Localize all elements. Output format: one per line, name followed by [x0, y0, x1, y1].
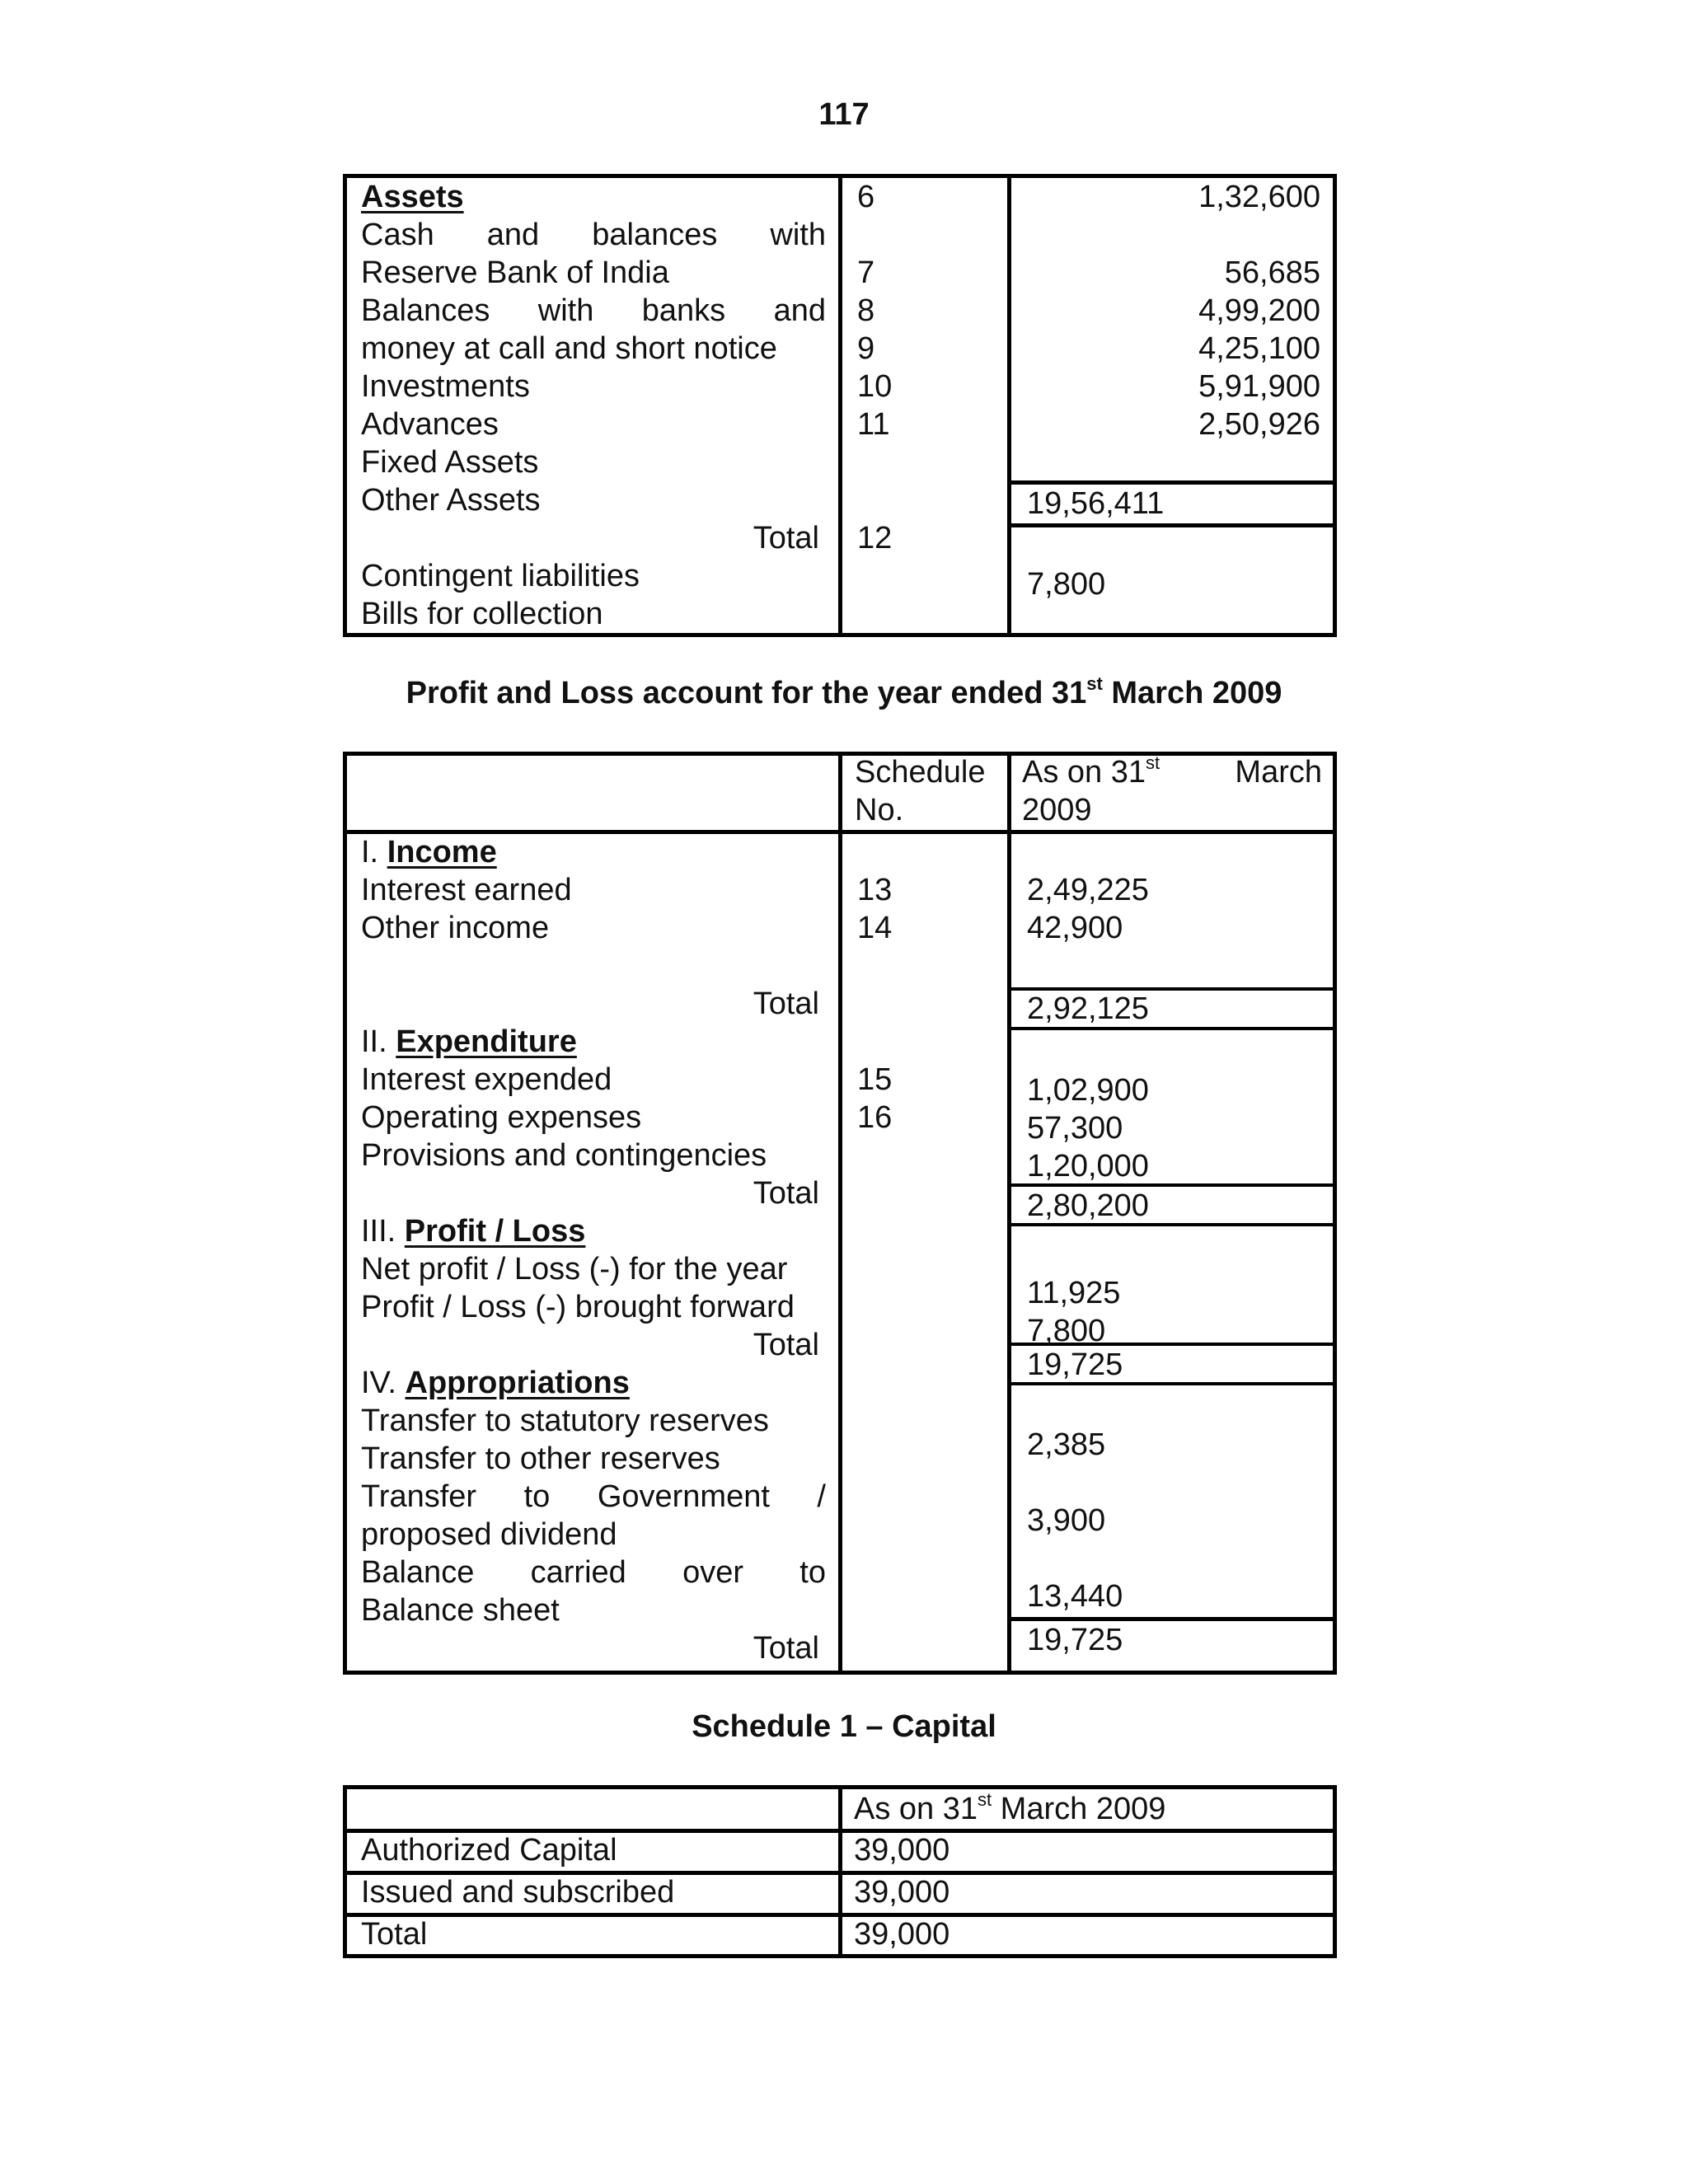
assets-schedule-no: 7 [857, 255, 875, 290]
appropriations-item: proposed dividend [361, 1517, 617, 1552]
income-schedule-no: 13 [857, 873, 893, 907]
schedule1-row-label: Authorized Capital [361, 1833, 617, 1868]
assets-row-label: Fixed Assets [361, 445, 539, 480]
schedule1-header [854, 1790, 1165, 1828]
assets-schedule-no: 11 [857, 407, 890, 442]
schedule-no-header: Schedule No. [855, 755, 986, 827]
as-on-prefix: As on 31 [1022, 755, 1146, 790]
assets-amount: 1,32,600 [1198, 180, 1320, 214]
appropriations-heading [361, 1364, 630, 1402]
appropriations-total-amount: 19,725 [1027, 1623, 1123, 1657]
assets-amount: 56,685 [1224, 255, 1320, 290]
income-amount: 42,900 [1027, 911, 1123, 945]
income-total-amount: 2,92,125 [1027, 991, 1149, 1026]
as-on-month: March [1235, 755, 1322, 790]
assets-row-label: Reserve Bank of India [361, 255, 669, 290]
income-heading-text: Income [387, 835, 497, 869]
appropriations-heading-text: Appropriations [405, 1366, 630, 1400]
assets-row-label: money at call and short notice [361, 331, 777, 366]
assets-amount: 2,50,926 [1198, 407, 1320, 442]
profit-loss-total-label: Total [753, 1328, 819, 1362]
income-heading [361, 833, 497, 871]
expenditure-item: Provisions and contingencies [361, 1138, 767, 1173]
income-schedule-no: 14 [857, 911, 893, 945]
expenditure-schedule-no: 16 [857, 1100, 893, 1135]
income-total-label: Total [753, 987, 819, 1021]
profit-loss-item: Profit / Loss (-) brought forward [361, 1290, 795, 1324]
assets-schedule-no: 8 [857, 293, 875, 328]
assets-heading: Assets [361, 180, 464, 214]
profit-loss-heading-text: Profit / Loss [404, 1214, 586, 1249]
as-on-sup: st [1146, 752, 1160, 773]
bills-for-collection-label: Bills for collection [361, 597, 603, 631]
as-on-year: 2009 [1022, 793, 1092, 827]
schedule1-header-prefix: As on 31 [854, 1792, 978, 1826]
assets-row-label: Other Assets [361, 483, 541, 518]
appropriations-item: Transfer to Government / [361, 1479, 826, 1514]
expenditure-heading-text: Expenditure [396, 1024, 577, 1059]
appropriations-item: Transfer to statutory reserves [361, 1404, 769, 1438]
pl-title [0, 673, 1688, 711]
expenditure-numeral: II. [361, 1024, 396, 1059]
appropriations-item: Balance carried over to [361, 1555, 826, 1590]
schedule1-row-value: 39,000 [854, 1917, 950, 1952]
profit-loss-amount: 7,800 [1027, 1314, 1106, 1348]
assets-amount: 4,25,100 [1198, 331, 1320, 366]
assets-row-label: Advances [361, 407, 499, 442]
contingent-liabilities-label: Contingent liabilities [361, 559, 640, 593]
assets-total-amount: 19,56,411 [1027, 486, 1165, 521]
assets-row-label: Cash and balances with [361, 218, 826, 252]
schedule1-row-value: 39,000 [854, 1875, 950, 1910]
appropriations-amount: 3,900 [1027, 1503, 1106, 1538]
expenditure-total-amount: 2,80,200 [1027, 1188, 1149, 1223]
assets-schedule-no: 6 [857, 180, 875, 214]
expenditure-schedule-no: 15 [857, 1062, 893, 1097]
schedule1-header-sup: st [978, 1789, 992, 1810]
schedule1-title: Schedule 1 – Capital [692, 1709, 996, 1744]
income-amount: 2,49,225 [1027, 873, 1149, 907]
assets-total-rule [1007, 523, 1337, 527]
assets-schedule-no: 10 [857, 369, 893, 404]
profit-loss-heading [361, 1212, 585, 1250]
pl-title-sup: st [1086, 673, 1103, 694]
assets-schedule-no: 12 [857, 521, 893, 555]
assets-col-divider-2 [1007, 174, 1011, 637]
as-on-date-header [1022, 753, 1322, 829]
assets-schedule-no: 9 [857, 331, 875, 366]
expenditure-amount: 1,02,900 [1027, 1073, 1149, 1108]
appropriations-item: Balance sheet [361, 1593, 560, 1628]
income-item: Other income [361, 911, 550, 945]
income-numeral: I. [361, 835, 387, 869]
expenditure-amount: 57,300 [1027, 1111, 1123, 1146]
schedule1-row-rule [343, 1913, 1337, 1917]
schedule1-row-label: Total [361, 1917, 428, 1952]
assets-row-label: Balances with banks and [361, 293, 826, 328]
expenditure-heading [361, 1023, 577, 1061]
appropriations-amount: 13,440 [1027, 1579, 1123, 1614]
pl-title-suffix: March 2009 [1102, 676, 1282, 710]
appropriations-amount: 2,385 [1027, 1427, 1106, 1462]
expenditure-amount: 1,20,000 [1027, 1149, 1149, 1183]
page-number: 117 [818, 97, 870, 132]
schedule1-row-value: 39,000 [854, 1833, 950, 1868]
assets-total-label: Total [753, 521, 819, 555]
assets-col-divider-1 [838, 174, 842, 637]
pl-title-prefix: Profit and Loss account for the year ended 31 [406, 676, 1087, 710]
profit-loss-numeral: III. [361, 1214, 405, 1249]
appropriations-total-label: Total [753, 1631, 819, 1666]
appropriations-numeral: IV. [361, 1366, 406, 1400]
expenditure-total-label: Total [753, 1176, 819, 1211]
schedule1-row-label: Issued and subscribed [361, 1875, 675, 1910]
profit-loss-total-amount: 19,725 [1027, 1347, 1123, 1382]
profit-loss-amount: 11,925 [1027, 1276, 1121, 1310]
contingent-amount: 7,800 [1027, 567, 1106, 602]
expenditure-item: Operating expenses [361, 1100, 642, 1135]
profit-loss-item: Net profit / Loss (-) for the year [361, 1252, 788, 1286]
expenditure-item: Interest expended [361, 1062, 612, 1097]
pl-col-divider-1 [838, 752, 842, 1675]
income-item: Interest earned [361, 873, 572, 907]
appropriations-item: Transfer to other reserves [361, 1441, 720, 1476]
schedule1-header-suffix: March 2009 [992, 1792, 1166, 1826]
assets-row-label: Investments [361, 369, 530, 404]
assets-amount: 4,99,200 [1198, 293, 1320, 328]
assets-amount: 5,91,900 [1198, 369, 1320, 404]
